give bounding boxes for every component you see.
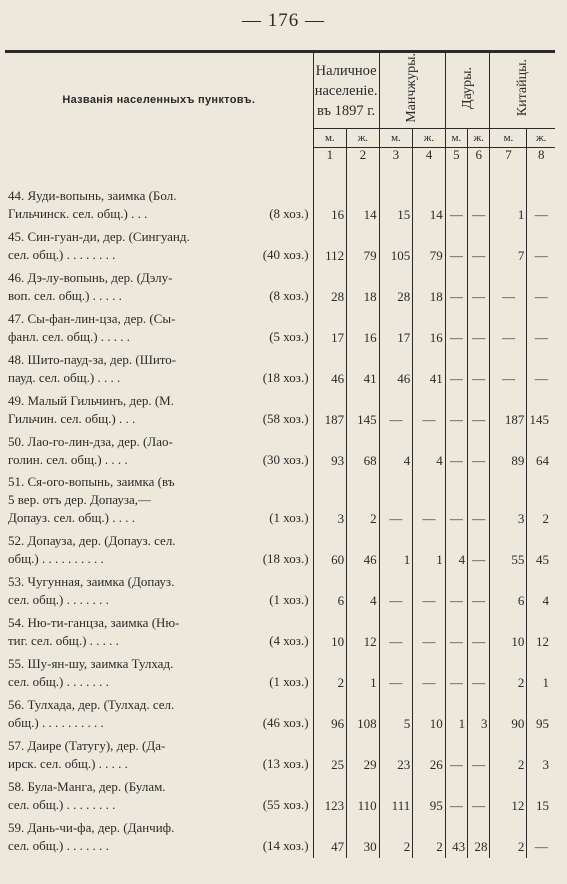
value-cell: 17 — [313, 308, 347, 349]
value-cell: 23 — [379, 735, 413, 776]
value-cell: 10 — [490, 612, 527, 653]
value-cell: 41 — [347, 349, 380, 390]
column-number: 7 — [490, 147, 527, 162]
settlement-name-line: 53. Чугунная, заимка (Допауз. — [8, 573, 175, 589]
settlement-name-cell — [5, 185, 313, 226]
value-cell: — — [379, 653, 413, 694]
value-cell: — — [490, 267, 527, 308]
settlement-name-line: сел. общ.) . . . . . . . . — [8, 246, 116, 262]
settlement-name-cell — [5, 308, 313, 349]
subheader-zh: ж. — [413, 128, 445, 147]
value-cell: — — [445, 431, 467, 472]
value-cell: — — [468, 735, 490, 776]
value-cell: — — [445, 349, 467, 390]
table-body — [5, 162, 555, 858]
value-cell: — — [445, 776, 467, 817]
households-count: (1 хоз.) — [269, 509, 309, 525]
table-row — [5, 267, 555, 308]
settlement-name-line: 5 вер. отъ дер. Допауза,— — [8, 491, 152, 507]
value-cell: 4 — [542, 592, 549, 608]
value-cell: 47 — [313, 817, 347, 858]
value-cell: — — [413, 653, 445, 694]
households-count: (58 хоз.) — [262, 410, 309, 426]
settlement-name-cell — [5, 472, 313, 530]
page-number: — 176 — — [242, 10, 325, 31]
value-cell: 1 — [413, 530, 445, 571]
value-cell: — — [468, 267, 490, 308]
value-cell: 43 — [445, 817, 467, 858]
settlement-name-line: общ.) . . . . . . . . . . — [8, 714, 104, 730]
settlement-name-cell — [5, 571, 313, 612]
value-cell: 3 — [313, 472, 347, 530]
value-cell: 28 — [379, 267, 413, 308]
value-cell: 93 — [313, 431, 347, 472]
households-count: (4 хоз.) — [269, 632, 309, 648]
value-cell: — — [534, 206, 548, 222]
value-cell: 95 — [413, 776, 445, 817]
table-row — [5, 349, 555, 390]
settlements-table — [5, 50, 555, 858]
value-cell: 30 — [347, 817, 380, 858]
value-cell: 2 — [490, 735, 527, 776]
settlement-name-cell — [5, 817, 313, 858]
value-cell: 2 — [490, 653, 527, 694]
value-cell: 4 — [413, 431, 445, 472]
table-row — [5, 431, 555, 472]
value-cell: 145 — [347, 390, 380, 431]
value-cell: — — [468, 349, 490, 390]
value-cell: 112 — [313, 226, 347, 267]
value-cell: 1 — [490, 185, 527, 226]
value-cell: 18 — [347, 267, 380, 308]
value-cell: 60 — [313, 530, 347, 571]
table-row — [5, 653, 555, 694]
value-cell: 15 — [379, 185, 413, 226]
value-cell: 110 — [347, 776, 380, 817]
value-cell: 105 — [379, 226, 413, 267]
value-cell: — — [413, 571, 445, 612]
value-cell: 79 — [413, 226, 445, 267]
value-cell: 2 — [413, 817, 445, 858]
value-cell: 14 — [347, 185, 380, 226]
value-cell: 12 — [536, 633, 549, 649]
settlement-name-line: Гильчинск. сел. общ.) . . . — [8, 205, 148, 221]
value-cell: 28 — [313, 267, 347, 308]
value-cell: — — [413, 472, 445, 530]
value-cell: — — [445, 472, 467, 530]
value-cell: — — [534, 838, 548, 854]
settlement-name-line: 44. Яуди-вопынь, заимка (Бол. — [8, 187, 177, 203]
subheader-m: м. — [490, 128, 527, 147]
value-cell: 6 — [490, 571, 527, 612]
value-cell: 90 — [490, 694, 527, 735]
daurs-header — [445, 52, 490, 129]
value-cell: 1 — [445, 694, 467, 735]
settlement-name-line: 58. Була-Манга, дер. (Булам. — [8, 778, 166, 794]
value-cell: — — [468, 612, 490, 653]
value-cell: 2 — [542, 510, 549, 526]
value-cell: 46 — [313, 349, 347, 390]
households-count: (40 хоз.) — [262, 246, 309, 262]
value-cell: — — [468, 571, 490, 612]
value-cell: 7 — [490, 226, 527, 267]
settlement-name-line: сел. общ.) . . . . . . . — [8, 673, 109, 689]
value-cell: 14 — [413, 185, 445, 226]
value-cell: 46 — [379, 349, 413, 390]
subheader-m: м. — [313, 128, 347, 147]
value-cell: 55 — [490, 530, 527, 571]
settlement-name-line: 48. Шито-пауд-за, дер. (Шито- — [8, 351, 177, 367]
value-cell: — — [490, 349, 527, 390]
value-cell: 28 — [468, 817, 490, 858]
table-row — [5, 694, 555, 735]
value-cell: — — [468, 472, 490, 530]
settlement-name-cell — [5, 349, 313, 390]
value-cell: 12 — [490, 776, 527, 817]
column-number-blank — [5, 147, 313, 162]
table-row — [5, 571, 555, 612]
value-cell: — — [413, 612, 445, 653]
value-cell: 2 — [379, 817, 413, 858]
settlement-name-line: Допауз. сел. общ.) . . . . — [8, 509, 135, 525]
table-row — [5, 817, 555, 858]
value-cell: 15 — [536, 797, 549, 813]
value-cell: 10 — [413, 694, 445, 735]
value-cell: — — [468, 390, 490, 431]
settlement-name-cell — [5, 776, 313, 817]
settlement-name-line: сел. общ.) . . . . . . . — [8, 837, 109, 853]
value-cell: 41 — [413, 349, 445, 390]
value-cell: — — [379, 390, 413, 431]
settlement-name-line: пауд. сел. общ.) . . . . — [8, 369, 121, 385]
value-cell: 3 — [490, 472, 527, 530]
value-cell: 187 — [490, 390, 527, 431]
settlement-name-line: 54. Ню-ти-ганцза, заимка (Ню- — [8, 614, 180, 630]
settlement-name-line: Гильчин. сел. общ.) . . . — [8, 410, 136, 426]
value-cell: 16 — [347, 308, 380, 349]
settlement-name-line: 55. Шу-ян-шу, заимка Тулхад. — [8, 655, 174, 671]
value-cell: — — [445, 185, 467, 226]
settlement-name-cell — [5, 653, 313, 694]
table-row — [5, 776, 555, 817]
subheader-zh: ж. — [347, 128, 380, 147]
value-cell: — — [490, 308, 527, 349]
settlement-name-line: общ.) . . . . . . . . . . — [8, 550, 104, 566]
settlement-name-line: 47. Сы-фан-лин-цза, дер. (Сы- — [8, 310, 176, 326]
value-cell: — — [445, 571, 467, 612]
households-count: (1 хоз.) — [269, 673, 309, 689]
value-cell: — — [534, 370, 548, 386]
value-cell: 46 — [347, 530, 380, 571]
value-cell: 187 — [313, 390, 347, 431]
value-cell: 2 — [490, 817, 527, 858]
value-cell: 16 — [313, 185, 347, 226]
value-cell: 12 — [347, 612, 380, 653]
settlement-name-line: фанл. сел. общ.) . . . . . — [8, 328, 131, 344]
settlement-name-cell — [5, 694, 313, 735]
value-cell: — — [379, 612, 413, 653]
value-cell: 17 — [379, 308, 413, 349]
value-cell: 4 — [347, 571, 380, 612]
value-cell: 5 — [379, 694, 413, 735]
settlement-name-line: 51. Ся-ого-вопынь, заимка (въ — [8, 473, 175, 489]
manchus-header — [379, 52, 445, 129]
value-cell: — — [468, 226, 490, 267]
column-number: 3 — [379, 147, 413, 162]
chinese-header-label: Китайцы. — [514, 59, 530, 117]
column-number: 8 — [537, 146, 545, 162]
settlement-name-line: 50. Лао-го-лин-дза, дер. (Лао- — [8, 433, 173, 449]
subheader-m: м. — [379, 128, 413, 147]
subheader-zh: ж. — [468, 128, 490, 147]
settlement-name-line: 59. Дань-чи-фа, дер. (Данчиф. — [8, 819, 175, 835]
households-count: (1 хоз.) — [269, 591, 309, 607]
population-header-line1: Наличное — [315, 63, 377, 80]
value-cell: — — [468, 308, 490, 349]
settlement-name-line: 57. Даире (Татугу), дер. (Да- — [8, 737, 166, 753]
population-header-line3: въ 1897 г. — [316, 103, 376, 120]
value-cell: — — [445, 390, 467, 431]
settlement-name-line: 56. Тулхада, дер. (Тулхад. сел. — [8, 696, 175, 712]
value-cell: — — [413, 390, 445, 431]
value-cell: 3 — [542, 756, 549, 772]
settlement-name-cell — [5, 530, 313, 571]
column-number: 5 — [445, 147, 467, 162]
table-row — [5, 472, 555, 530]
value-cell: — — [468, 185, 490, 226]
households-count: (18 хоз.) — [262, 550, 309, 566]
value-cell: 45 — [536, 551, 549, 567]
value-cell: 29 — [347, 735, 380, 776]
value-cell: 123 — [313, 776, 347, 817]
settlement-name-cell — [5, 267, 313, 308]
value-cell: — — [534, 247, 548, 263]
value-cell: 64 — [536, 452, 549, 468]
value-cell: — — [445, 267, 467, 308]
daurs-header-label: Дауры. — [459, 66, 475, 109]
value-cell: 10 — [313, 612, 347, 653]
value-cell: 2 — [313, 653, 347, 694]
households-count: (30 хоз.) — [262, 451, 309, 467]
name-column-header: Названія населенныхъ пунктовъ. — [5, 52, 313, 148]
value-cell: 16 — [413, 308, 445, 349]
table-row — [5, 226, 555, 267]
value-cell: — — [445, 735, 467, 776]
settlement-name-line: сел. общ.) . . . . . . . . — [8, 796, 116, 812]
households-count: (13 хоз.) — [262, 755, 309, 771]
table-row — [5, 735, 555, 776]
value-cell: — — [534, 288, 548, 304]
value-cell: — — [468, 530, 490, 571]
settlement-name-cell — [5, 431, 313, 472]
households-count: (18 хоз.) — [262, 369, 309, 385]
value-cell: 111 — [379, 776, 413, 817]
table-row — [5, 308, 555, 349]
column-number: 6 — [468, 147, 490, 162]
value-cell: — — [445, 226, 467, 267]
settlement-name-line: голин. сел. общ.) . . . . — [8, 451, 128, 467]
column-number: 4 — [413, 147, 445, 162]
value-cell: 4 — [379, 431, 413, 472]
settlement-name-line: сел. общ.) . . . . . . . — [8, 591, 109, 607]
value-cell: 1 — [379, 530, 413, 571]
value-cell: — — [379, 472, 413, 530]
column-number: 1 — [313, 147, 347, 162]
value-cell: — — [445, 612, 467, 653]
manchus-header-label: Манчжуры. — [404, 53, 420, 123]
settlement-name-line: 45. Син-гуан-ди, дер. (Сингуанд. — [8, 228, 190, 244]
value-cell: 25 — [313, 735, 347, 776]
settlement-name-line: 49. Малый Гильчинъ, дер. (М. — [8, 392, 174, 408]
value-cell: — — [468, 431, 490, 472]
value-cell: 1 — [542, 674, 549, 690]
table-row — [5, 185, 555, 226]
value-cell: 89 — [490, 431, 527, 472]
value-cell: 95 — [536, 715, 549, 731]
population-header — [313, 52, 379, 129]
value-cell: 68 — [347, 431, 380, 472]
value-cell: 6 — [313, 571, 347, 612]
value-cell: 79 — [347, 226, 380, 267]
settlement-name-cell — [5, 226, 313, 267]
value-cell: — — [379, 571, 413, 612]
settlement-name-cell — [5, 612, 313, 653]
value-cell: — — [445, 653, 467, 694]
settlement-name-line: 46. Дэ-лу-вопынь, дер. (Дэлу- — [8, 269, 173, 285]
households-count: (8 хоз.) — [269, 205, 309, 221]
households-count: (14 хоз.) — [262, 837, 309, 853]
column-number: 2 — [347, 147, 380, 162]
value-cell: 4 — [445, 530, 467, 571]
table-row — [5, 530, 555, 571]
settlement-name-line: 52. Допауза, дер. (Допауз. сел. — [8, 532, 176, 548]
households-count: (8 хоз.) — [269, 287, 309, 303]
value-cell: 18 — [413, 267, 445, 308]
settlement-name-line: ирск. сел. общ.) . . . . . — [8, 755, 128, 771]
value-cell: 145 — [529, 411, 549, 427]
households-count: (55 хоз.) — [262, 796, 309, 812]
value-cell: 26 — [413, 735, 445, 776]
value-cell: 2 — [347, 472, 380, 530]
subheader-zh: ж. — [527, 128, 555, 147]
table-row — [5, 390, 555, 431]
settlement-name-line: тиг. сел. общ.) . . . . . — [8, 632, 119, 648]
value-cell: — — [445, 308, 467, 349]
households-count: (46 хоз.) — [262, 714, 309, 730]
settlement-name-cell — [5, 735, 313, 776]
chinese-header — [490, 52, 555, 129]
value-cell: 3 — [468, 694, 490, 735]
value-cell: — — [468, 776, 490, 817]
value-cell: 108 — [347, 694, 380, 735]
value-cell: — — [468, 653, 490, 694]
settlement-name-line: воп. сел. общ.) . . . . . — [8, 287, 122, 303]
table-row — [5, 612, 555, 653]
value-cell: 96 — [313, 694, 347, 735]
population-header-line2: населеніе. — [314, 83, 378, 100]
households-count: (5 хоз.) — [269, 328, 309, 344]
subheader-m: м. — [445, 128, 467, 147]
settlement-name-cell — [5, 390, 313, 431]
value-cell: — — [534, 329, 548, 345]
value-cell: 1 — [347, 653, 380, 694]
